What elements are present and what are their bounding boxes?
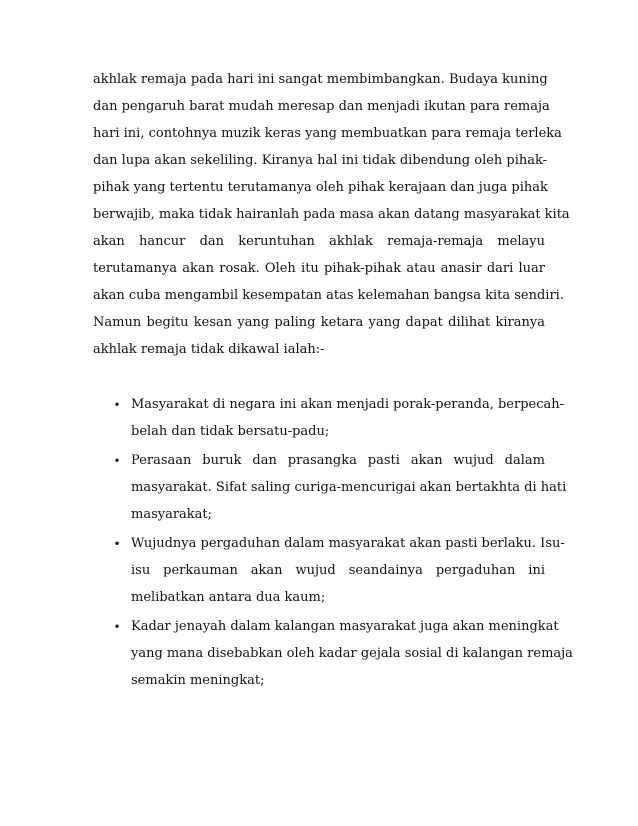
paragraph-line: akan hancur dan keruntuhan akhlak remaja-remaja melayu bbox=[93, 234, 545, 249]
bullet-line: Perasaan buruk dan prasangka pasti akan wujud dalam bbox=[131, 453, 545, 468]
paragraph-line: akan cuba mengambil kesempatan atas kelemahan bangsa kita sendiri. bbox=[93, 288, 564, 303]
bullet-line: melibatkan antara dua kaum; bbox=[131, 590, 326, 605]
paragraph-line: dan pengaruh barat mudah meresap dan menjadi ikutan para remaja bbox=[93, 99, 550, 114]
bullet-line: isu perkauman akan wujud seandainya pergaduhan ini bbox=[131, 563, 545, 578]
bullet-line: masyarakat; bbox=[131, 507, 213, 522]
bullet-line: Masyarakat di negara ini akan menjadi porak-peranda, berpecah- bbox=[131, 397, 564, 412]
paragraph-line: berwajib, maka tidak hairanlah pada masa akan datang masyarakat kita bbox=[93, 207, 570, 222]
paragraph-line: akhlak remaja tidak dikawal ialah:- bbox=[93, 342, 325, 357]
bullet-dot: • bbox=[113, 537, 121, 551]
paragraph-line: Namun begitu kesan yang paling ketara yang dapat dilihat kiranya bbox=[93, 315, 545, 330]
bullet-line: Wujudnya pergaduhan dalam masyarakat akan pasti berlaku. Isu- bbox=[131, 536, 565, 551]
paragraph-line: pihak yang tertentu terutamanya oleh pihak kerajaan dan juga pihak bbox=[93, 180, 548, 195]
bullet-line: masyarakat. Sifat saling curiga-mencurigai akan bertakhta di hati bbox=[131, 480, 567, 495]
paragraph-line: dan lupa akan sekeliling. Kiranya hal ini tidak dibendung oleh pihak- bbox=[93, 153, 548, 168]
paragraph-line: terutamanya akan rosak. Oleh itu pihak-pihak atau anasir dari luar bbox=[93, 261, 545, 276]
bullet-line: Kadar jenayah dalam kalangan masyarakat juga akan meningkat bbox=[131, 619, 559, 634]
bullet-dot: • bbox=[113, 398, 121, 412]
bullet-dot: • bbox=[113, 620, 121, 634]
bullet-dot: • bbox=[113, 454, 121, 468]
bullet-line: belah dan tidak bersatu-padu; bbox=[131, 424, 330, 439]
paragraph-line: hari ini, contohnya muzik keras yang membuatkan para remaja terleka bbox=[93, 126, 562, 141]
bullet-line: yang mana disebabkan oleh kadar gejala sosial di kalangan remaja bbox=[131, 646, 573, 661]
paragraph-line: akhlak remaja pada hari ini sangat membimbangkan. Budaya kuning bbox=[93, 72, 548, 87]
bullet-line: semakin meningkat; bbox=[131, 673, 265, 688]
